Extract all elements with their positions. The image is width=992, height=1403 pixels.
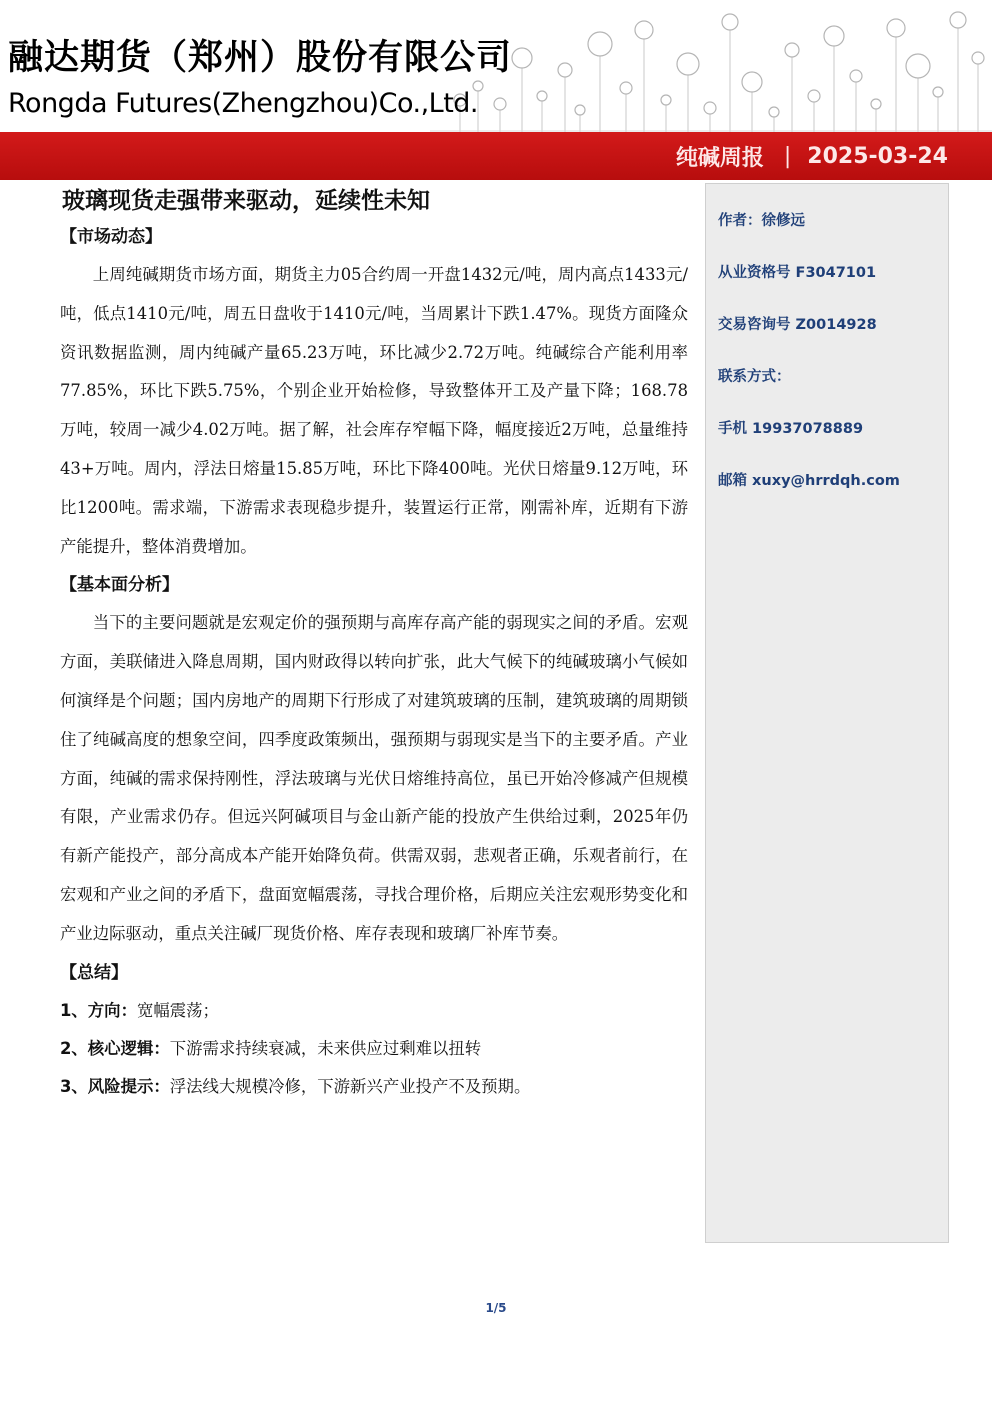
company-name-en: Rongda Futures(Zhengzhou)Co.,Ltd. (8, 88, 479, 119)
article-title: 玻璃现货走强带来驱动，延续性未知 (62, 188, 430, 214)
summary-item-risk (60, 1068, 688, 1106)
summary-item-direction (60, 992, 688, 1030)
qualification-number: 从业资格号 F3047101 (718, 265, 877, 281)
author-sidebar (705, 183, 949, 1243)
page-number: 1/5 (485, 1301, 507, 1315)
summary-value: 浮法线大规模冷修，下游新兴产业投产不及预期。 (169, 1076, 531, 1096)
report-header (0, 0, 992, 180)
header-separator: | (783, 143, 792, 169)
author-name: 作者：徐修远 (718, 213, 805, 229)
section-body-fundamentals: 当下的主要问题就是宏观定价的强预期与高库存高产能的弱现实之间的矛盾。宏观方面，美联储进入降息周期，国内财政得以转向扩张，此大气候下的纯碱玻璃小气候如何演绎是个问题；国内房地产的周期下行形成了对建筑玻璃的压制，建筑玻璃的周期锁住了纯碱高度的想象空间，四季度政策频出，强预期与弱现实是当下的主要矛盾。产业方面，纯碱的需求保持刚性，浮法玻璃与光伏日熔维持高位，虽已开始冷修减产但规模有限，产业需求仍存。但远兴阿碱项目与金山新产能的投放产生供给过剩，2025年仍有新产能投产，部分高成本产能开始降负荷。供需双弱，悲观者正确，乐观者前行，在宏观和产业之间的矛盾下，盘面宽幅震荡，寻找合理价格，后期应关注宏观形势变化和产业边际驱动，重点关注碱厂现货价格、库存表现和玻璃厂补库节奏。 (60, 613, 688, 943)
summary-value: 宽幅震荡； (136, 1000, 219, 1020)
company-name-cn: 融达期货（郑州）股份有限公司 (8, 38, 513, 78)
contact-email: 邮箱 xuxy@hrrdqh.com (718, 473, 900, 489)
summary-item-core-logic (60, 1030, 688, 1068)
article-body (60, 184, 688, 1106)
summary-key: 1、方向： (60, 1000, 137, 1020)
consulting-number: 交易咨询号 Z0014928 (718, 317, 877, 333)
report-date: 2025-03-24 (807, 143, 948, 169)
section-heading-fundamentals: 【基本面分析】 (60, 575, 179, 596)
section-heading-summary: 【总结】 (60, 962, 128, 983)
section-body-market: 上周纯碱期货市场方面，期货主力05合约周一开盘1432元/吨，周内高点1433元/吨，低点1410元/吨，周五日盘收于1410元/吨，当周累计下跌1.47%。现货方面隆众资讯数据监测，周内纯碱产量65.23万吨，环比减少2.72万吨。纯碱综合产能利用率77.85%，环比下跌5.75%，个别企业开始检修，导致整体开工及产量下降；168.78万吨，较周一减少4.02万吨。据了解，社会库存窄幅下降，幅度接近2万吨，总量维持43+万吨。周内，浮法日熔量15.85万吨，环比下降400吨。光伏日熔量9.12万吨，环比1200吨。需求端，下游需求表现稳步提升，装置运行正常，刚需补库，近期有下游产能提升，整体消费增加。 (60, 265, 688, 556)
summary-key: 2、核心逻辑： (60, 1038, 170, 1058)
report-type: 纯碱周报 (675, 145, 764, 171)
contact-label: 联系方式： (718, 369, 791, 385)
report-tag (676, 142, 948, 170)
section-heading-market: 【市场动态】 (60, 227, 162, 247)
decorative-pins-graphic (430, 0, 992, 132)
contact-phone: 手机 19937078889 (718, 421, 864, 437)
summary-value: 下游需求持续衰减，未来供应过剩难以扭转 (169, 1038, 482, 1058)
summary-key: 3、风险提示： (60, 1076, 170, 1096)
